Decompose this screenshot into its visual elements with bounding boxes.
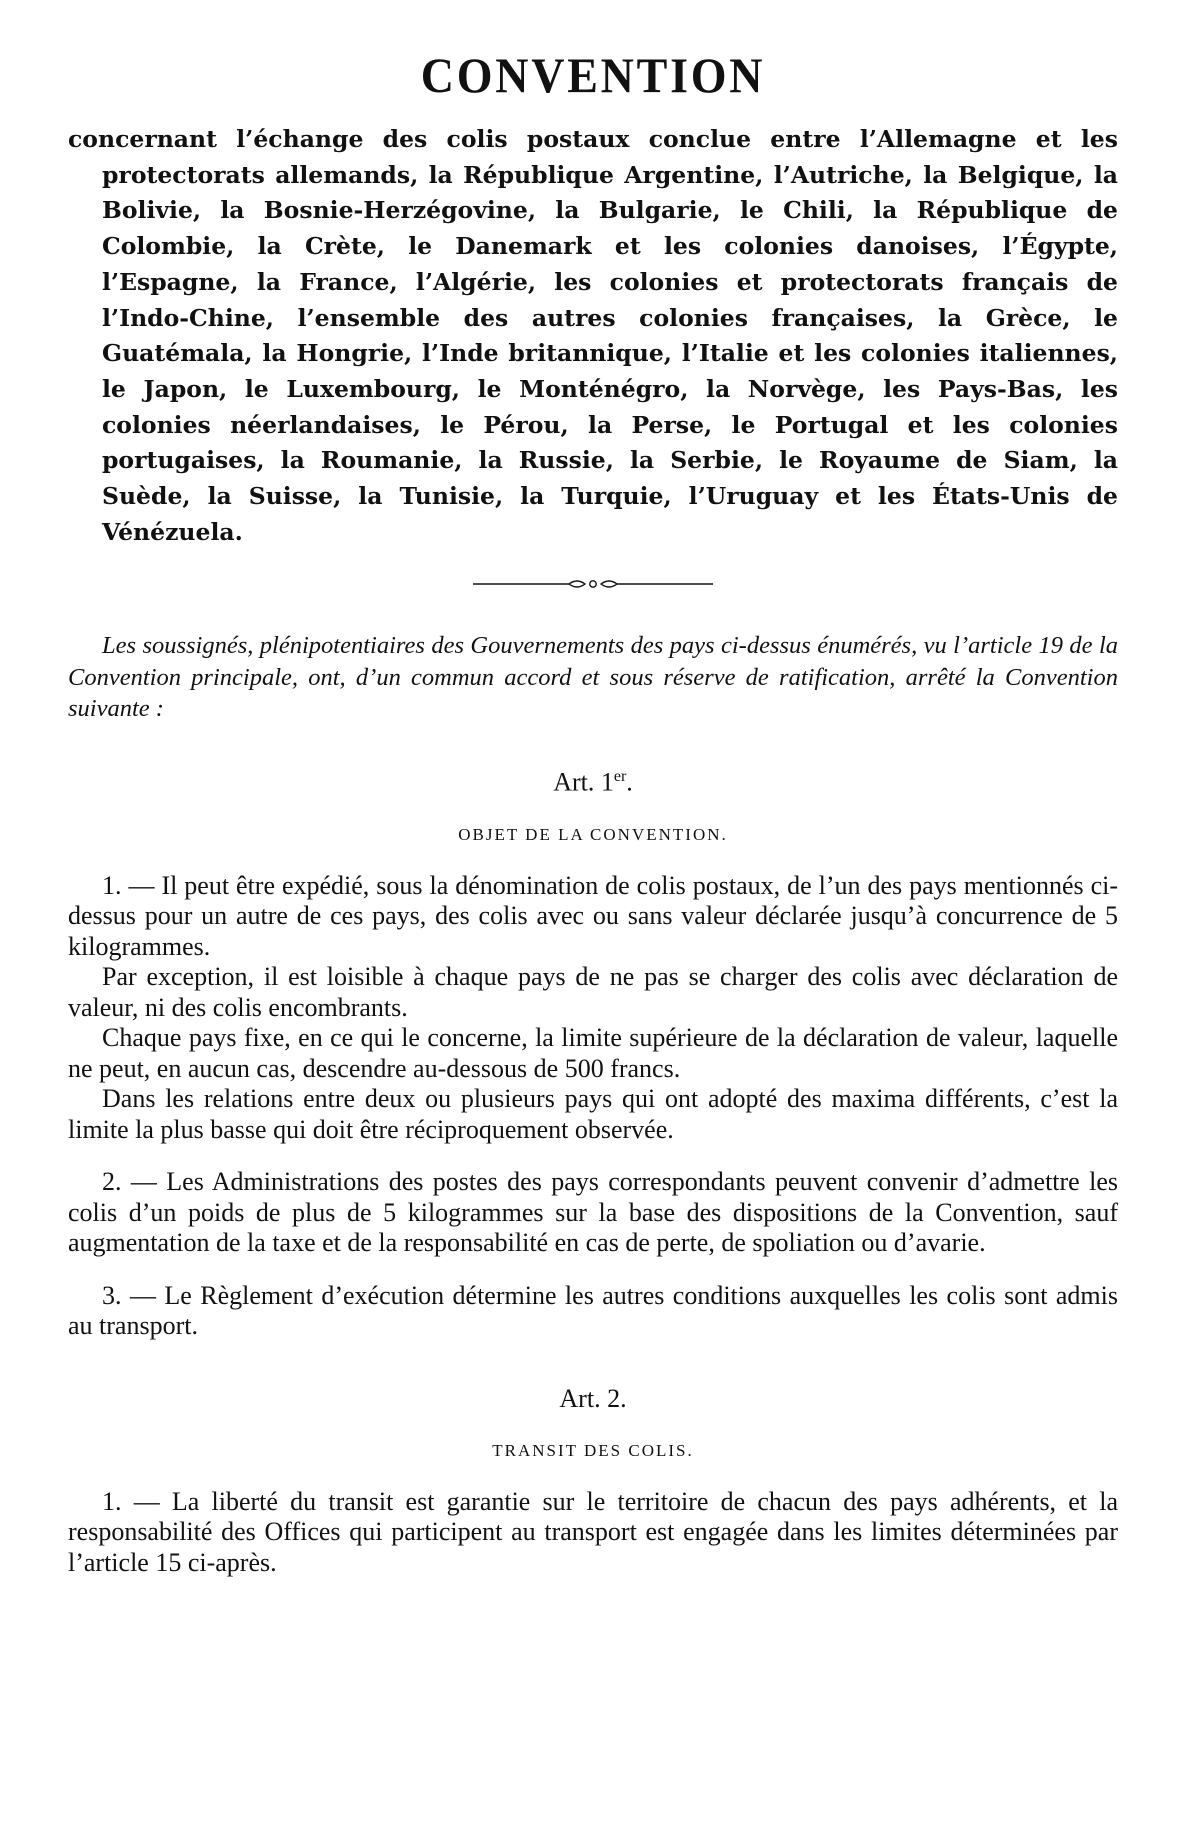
article-1-heading: Art. 1er. [553,767,633,797]
article-1-paragraph: Chaque pays fixe, en ce qui le concerne, la limite supérieure de la déclaration de valeur, laquelle ne peut, en aucun cas, descendre au-dessous de 500 francs. [68,1023,1118,1083]
article-1-paragraph: Dans les relations entre deux ou plusieurs pays qui ont adopté des maxima différents, c’est la limite la plus basse qui doit être réciproquement observée. [68,1084,1118,1144]
article-1 [68,769,1118,1342]
document-title: CONVENTION [420,47,766,103]
article-2 [68,1383,1118,1579]
article-1-subheading: OBJET DE LA CONVENTION. [458,824,728,844]
article-1-paragraph: 1. — Il peut être expédié, sous la dénomination de colis postaux, de l’un des pays mentionnés ci-dessus pour un autre de ces pays, des colis avec ou sans valeur déclarée jusqu’à concurrence de 5 kilogrammes. [68,870,1118,961]
article-1-heading-text: Art. 1 [553,767,614,797]
ornament-divider [473,576,713,592]
preamble: Les soussignés, plénipotentiaires des Gouvernements des pays ci-dessus énumérés, vu l’article 19 de la Convention principale, ont, d’un commun accord et sous réserve de ratification, arrêté la Convention suivante : [68,632,1118,723]
article-1-paragraph: 2. — Les Administrations des postes des pays correspondants peuvent convenir d’admettre les colis d’un poids de plus de 5 kilogrammes sur la base des dispositions de la Convention, sauf augmentation de la taxe et de la responsabilité en cas de perte, de spoliation ou d’avarie. [68,1167,1118,1258]
article-1-heading-sup: er [613,767,627,785]
article-2-subheading: TRANSIT DES COLIS. [492,1440,694,1460]
document-page [68,0,1118,1578]
article-1-paragraph: 3. — Le Règlement d’exécution détermine les autres conditions auxquelles les colis sont admis au transport. [68,1280,1118,1341]
convention-subtitle: concernant l’échange des colis postaux conclue entre l’Allemagne et les protectorats allemands, la République Argentine, l’Autriche, la Belgique, la Bolivie, la Bosnie-Herzégovine, la Bulgarie, le Chili, la République de Colombie, la Crète, le Danemark et les colonies danoises, l’Égypte, l’Espagne, la France, l’Algérie, les colonies et protectorats français de l’Indo-Chine, l’ensemble des autres colonies françaises, la Grèce, le Guatémala, la Hongrie, l’Inde britannique, l’Italie et les colonies italiennes, le Japon, le Luxembourg, le Monténégro, la Norvège, les Pays-Bas, les colonies néerlandaises, le Pérou, la Perse, le Portugal et les colonies portugaises, la Roumanie, la Russie, la Serbie, le Royaume de Siam, la Suède, la Suisse, la Tunisie, la Turquie, l’Uruguay et les États-Unis de Vénézuela. [68,125,1118,546]
article-1-paragraph: Par exception, il est loisible à chaque pays de ne pas se charger des colis avec déclaration de valeur, ni des colis encombrants. [68,962,1118,1022]
article-2-heading: Art. 2. [559,1383,627,1413]
article-2-paragraph: 1. — La liberté du transit est garantie sur le territoire de chacun des pays adhérents, et la responsabilité des Offices qui participent au transport est engagée dans les limites déterminées par l’article 15 ci-après. [68,1486,1118,1577]
